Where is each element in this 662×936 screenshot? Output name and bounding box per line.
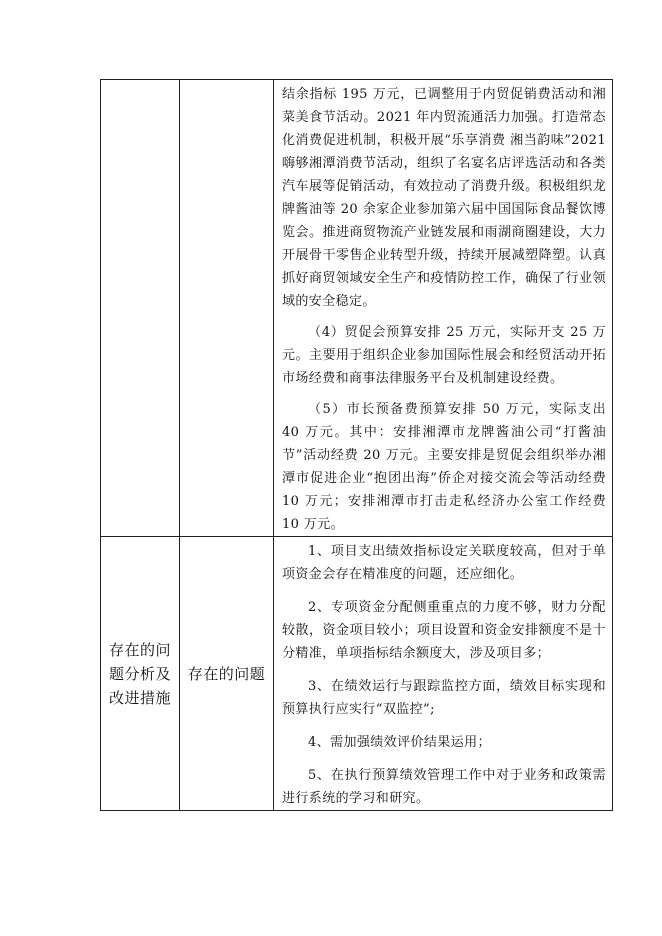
problem-item-3: 3、在绩效运行与跟踪监控方面，绩效目标实现和预算执行应实行“双监控”; [282,679,606,717]
problem-item-1: 1、项目支出绩效指标设定关联度较高，但对于单项资金会存在精准度的问题，还应细化。 [282,544,606,582]
problems-content-cell [274,537,613,811]
empty-subcategory-cell [180,80,274,537]
continuation-paragraph-3: （5）市长预备费预算安排 50 万元，实际支出 40 万元。其中：安排湘潭市龙牌酱油公司“打酱油节”活动经费 20 万元。主要安排是贸促会组织举办湘潭市促进企业“抱团出海”侨企对接交流会等活动经费 10 万元；安排湘潭市打击走私经济办公室工作经费 10 万元。 [282,402,606,532]
table-row-continuation [101,80,613,537]
problem-item-4: 4、需加强绩效评价结果运用； [308,735,491,750]
category-label: 存在的问题分析及改进措施 [108,640,171,707]
continuation-content-cell [274,80,613,537]
subcategory-cell [180,537,274,811]
empty-category-cell [101,80,180,537]
continuation-paragraph-1: 结余指标 195 万元，已调整用于内贸促销费活动和湘菜美食节活动。2021 年内贸流通活力加强。打造常态化消费促进机制，积极开展“乐享消费 湘当韵味”2021 嗨够湘潭消费节活动，组织了名宴名店评选活动和各类汽车展等促销活动，有效拉动了消费升级。积极组织龙牌酱油等 20 余家企业参加第六届中国国际食品餐饮博览会。推进商贸物流产业链发展和雨湖商圈建设，大力开展骨干零售企业转型升级，持续开展减塑降塑。认真抓好商贸领域安全生产和疫情防控工作，确保了行业领域的安全稳定。 [282,87,606,309]
table-row-problems [101,537,613,811]
document-table [100,79,613,811]
subcategory-label: 存在的问题 [187,664,266,683]
problem-item-5: 5、在执行预算绩效管理工作中对于业务和政策需进行系统的学习和研究。 [282,768,606,806]
continuation-paragraph-2: （4）贸促会预算安排 25 万元，实际开支 25 万元。主要用于组织企业参加国际性展会和经贸活动开拓市场经费和商事法律服务平台及机制建设经费。 [282,325,606,386]
category-cell [101,537,180,811]
problem-item-2: 2、专项资金分配侧重重点的力度不够，财力分配较散，资金项目较小；项目设置和资金安排额度不是十分精准，单项指标结余额度大，涉及项目多； [282,600,606,661]
